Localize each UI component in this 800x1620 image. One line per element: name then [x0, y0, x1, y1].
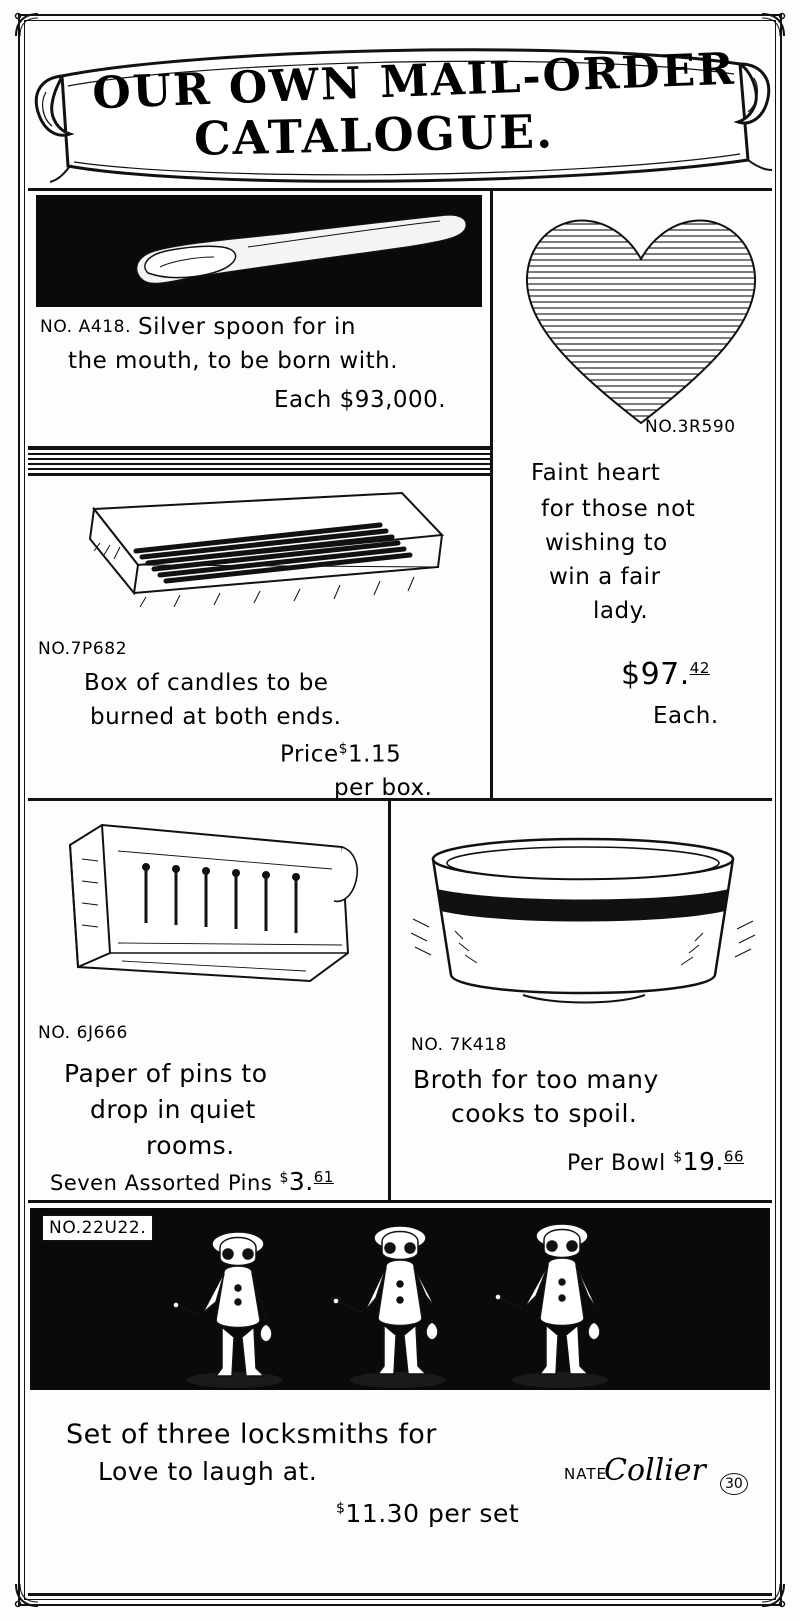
artist-first-name: NATE [564, 1465, 607, 1483]
price-label-heart: Each. [653, 703, 719, 729]
catalog-item-locksmiths [28, 1203, 772, 1593]
description-pins-line-3: rooms. [146, 1131, 235, 1160]
description-spoon-line-1: Silver spoon for in [138, 314, 356, 340]
price-value-pins: 3. [288, 1167, 314, 1196]
price-dollar-sign-broth: $ [673, 1149, 683, 1166]
catalog-item-heart [493, 191, 772, 798]
silver-spoon-icon [36, 195, 482, 307]
catalog-item-spoon [28, 191, 490, 446]
price-dollar-sign-pins: $ [279, 1170, 289, 1186]
price-unit-locksmiths: per set [427, 1499, 520, 1528]
artist-signature [564, 1439, 754, 1505]
catalog-item-pins [28, 801, 388, 1200]
price-dollar-sign-locksmiths: $ [336, 1500, 346, 1517]
catalogue-title-line-1: OUR OWN MAIL-ORDER [91, 43, 737, 120]
description-broth-line-1: Broth for too many [413, 1065, 659, 1094]
grid-rule-bottom [28, 1593, 772, 1596]
price-cents-pins: 61 [313, 1168, 334, 1186]
spoon-illustration-panel [36, 195, 482, 307]
catalog-number-locksmiths: NO.22U22. [42, 1215, 153, 1241]
price-dollars-heart: $97. [621, 657, 690, 692]
description-heart-line-3: wishing to [545, 530, 668, 556]
price-unit-candles: per box. [334, 775, 433, 801]
description-pins-line-2: drop in quiet [90, 1095, 256, 1124]
price-label-pins: Seven Assorted Pins [50, 1171, 273, 1195]
description-candles-line-2: burned at both ends. [90, 704, 342, 730]
banner-ribbon [24, 34, 776, 186]
artist-last-name: Collier [604, 1453, 706, 1488]
price-heart [621, 657, 710, 692]
catalog-number-candles: NO.7P682 [38, 639, 128, 659]
description-pins-line-1: Paper of pins to [64, 1059, 268, 1088]
description-broth-line-2: cooks to spoil. [451, 1099, 638, 1128]
box-of-candles-icon [50, 481, 450, 641]
description-candles-line-1: Box of candles to be [84, 670, 329, 696]
faint-heart-icon [511, 197, 771, 437]
description-locksmiths-line-2: Love to laugh at. [98, 1457, 318, 1486]
catalog-number-broth: NO. 7K418 [411, 1035, 508, 1055]
broth-bowl-icon [403, 815, 763, 1025]
price-value-candles: 1.15 [348, 741, 402, 768]
signature-year: 30 [720, 1473, 748, 1495]
price-value-spoon: $93,000. [339, 387, 447, 413]
paper-of-pins-icon [42, 811, 372, 1021]
description-heart-line-5: lady. [593, 598, 649, 624]
description-locksmiths-line-1: Set of three locksmiths for [66, 1419, 437, 1450]
description-heart-line-1: Faint heart [531, 460, 661, 486]
catalogue-grid [28, 188, 772, 1598]
description-heart-line-4: win a fair [549, 564, 661, 590]
price-label-spoon: Each [274, 387, 332, 413]
price-value-locksmiths: 11.30 [345, 1499, 420, 1528]
price-label-broth: Per Bowl [567, 1151, 666, 1176]
price-value-broth: 19. [682, 1147, 724, 1176]
price-spoon [274, 387, 446, 413]
price-broth [567, 1147, 744, 1176]
price-cents-heart: 42 [689, 659, 710, 677]
catalogue-title-line-2: CATALOGUE. [193, 104, 555, 166]
catalog-number-heart: NO.3R590 [645, 417, 736, 437]
catalog-item-broth [391, 801, 772, 1200]
catalog-number-pins: NO. 6J666 [38, 1023, 128, 1043]
price-label-candles: Price [280, 741, 339, 768]
catalog-number-spoon: NO. A418. [40, 317, 132, 337]
price-pins [50, 1167, 334, 1196]
description-heart-line-2: for those not [541, 496, 696, 522]
catalog-item-candles [28, 475, 490, 801]
price-dollar-sign-candles: $ [338, 741, 349, 757]
price-locksmiths [336, 1499, 519, 1528]
description-spoon-line-2: the mouth, to be born with. [68, 348, 399, 374]
price-cents-broth: 66 [723, 1147, 744, 1166]
price-candles [280, 741, 401, 768]
hatched-divider [28, 446, 490, 476]
